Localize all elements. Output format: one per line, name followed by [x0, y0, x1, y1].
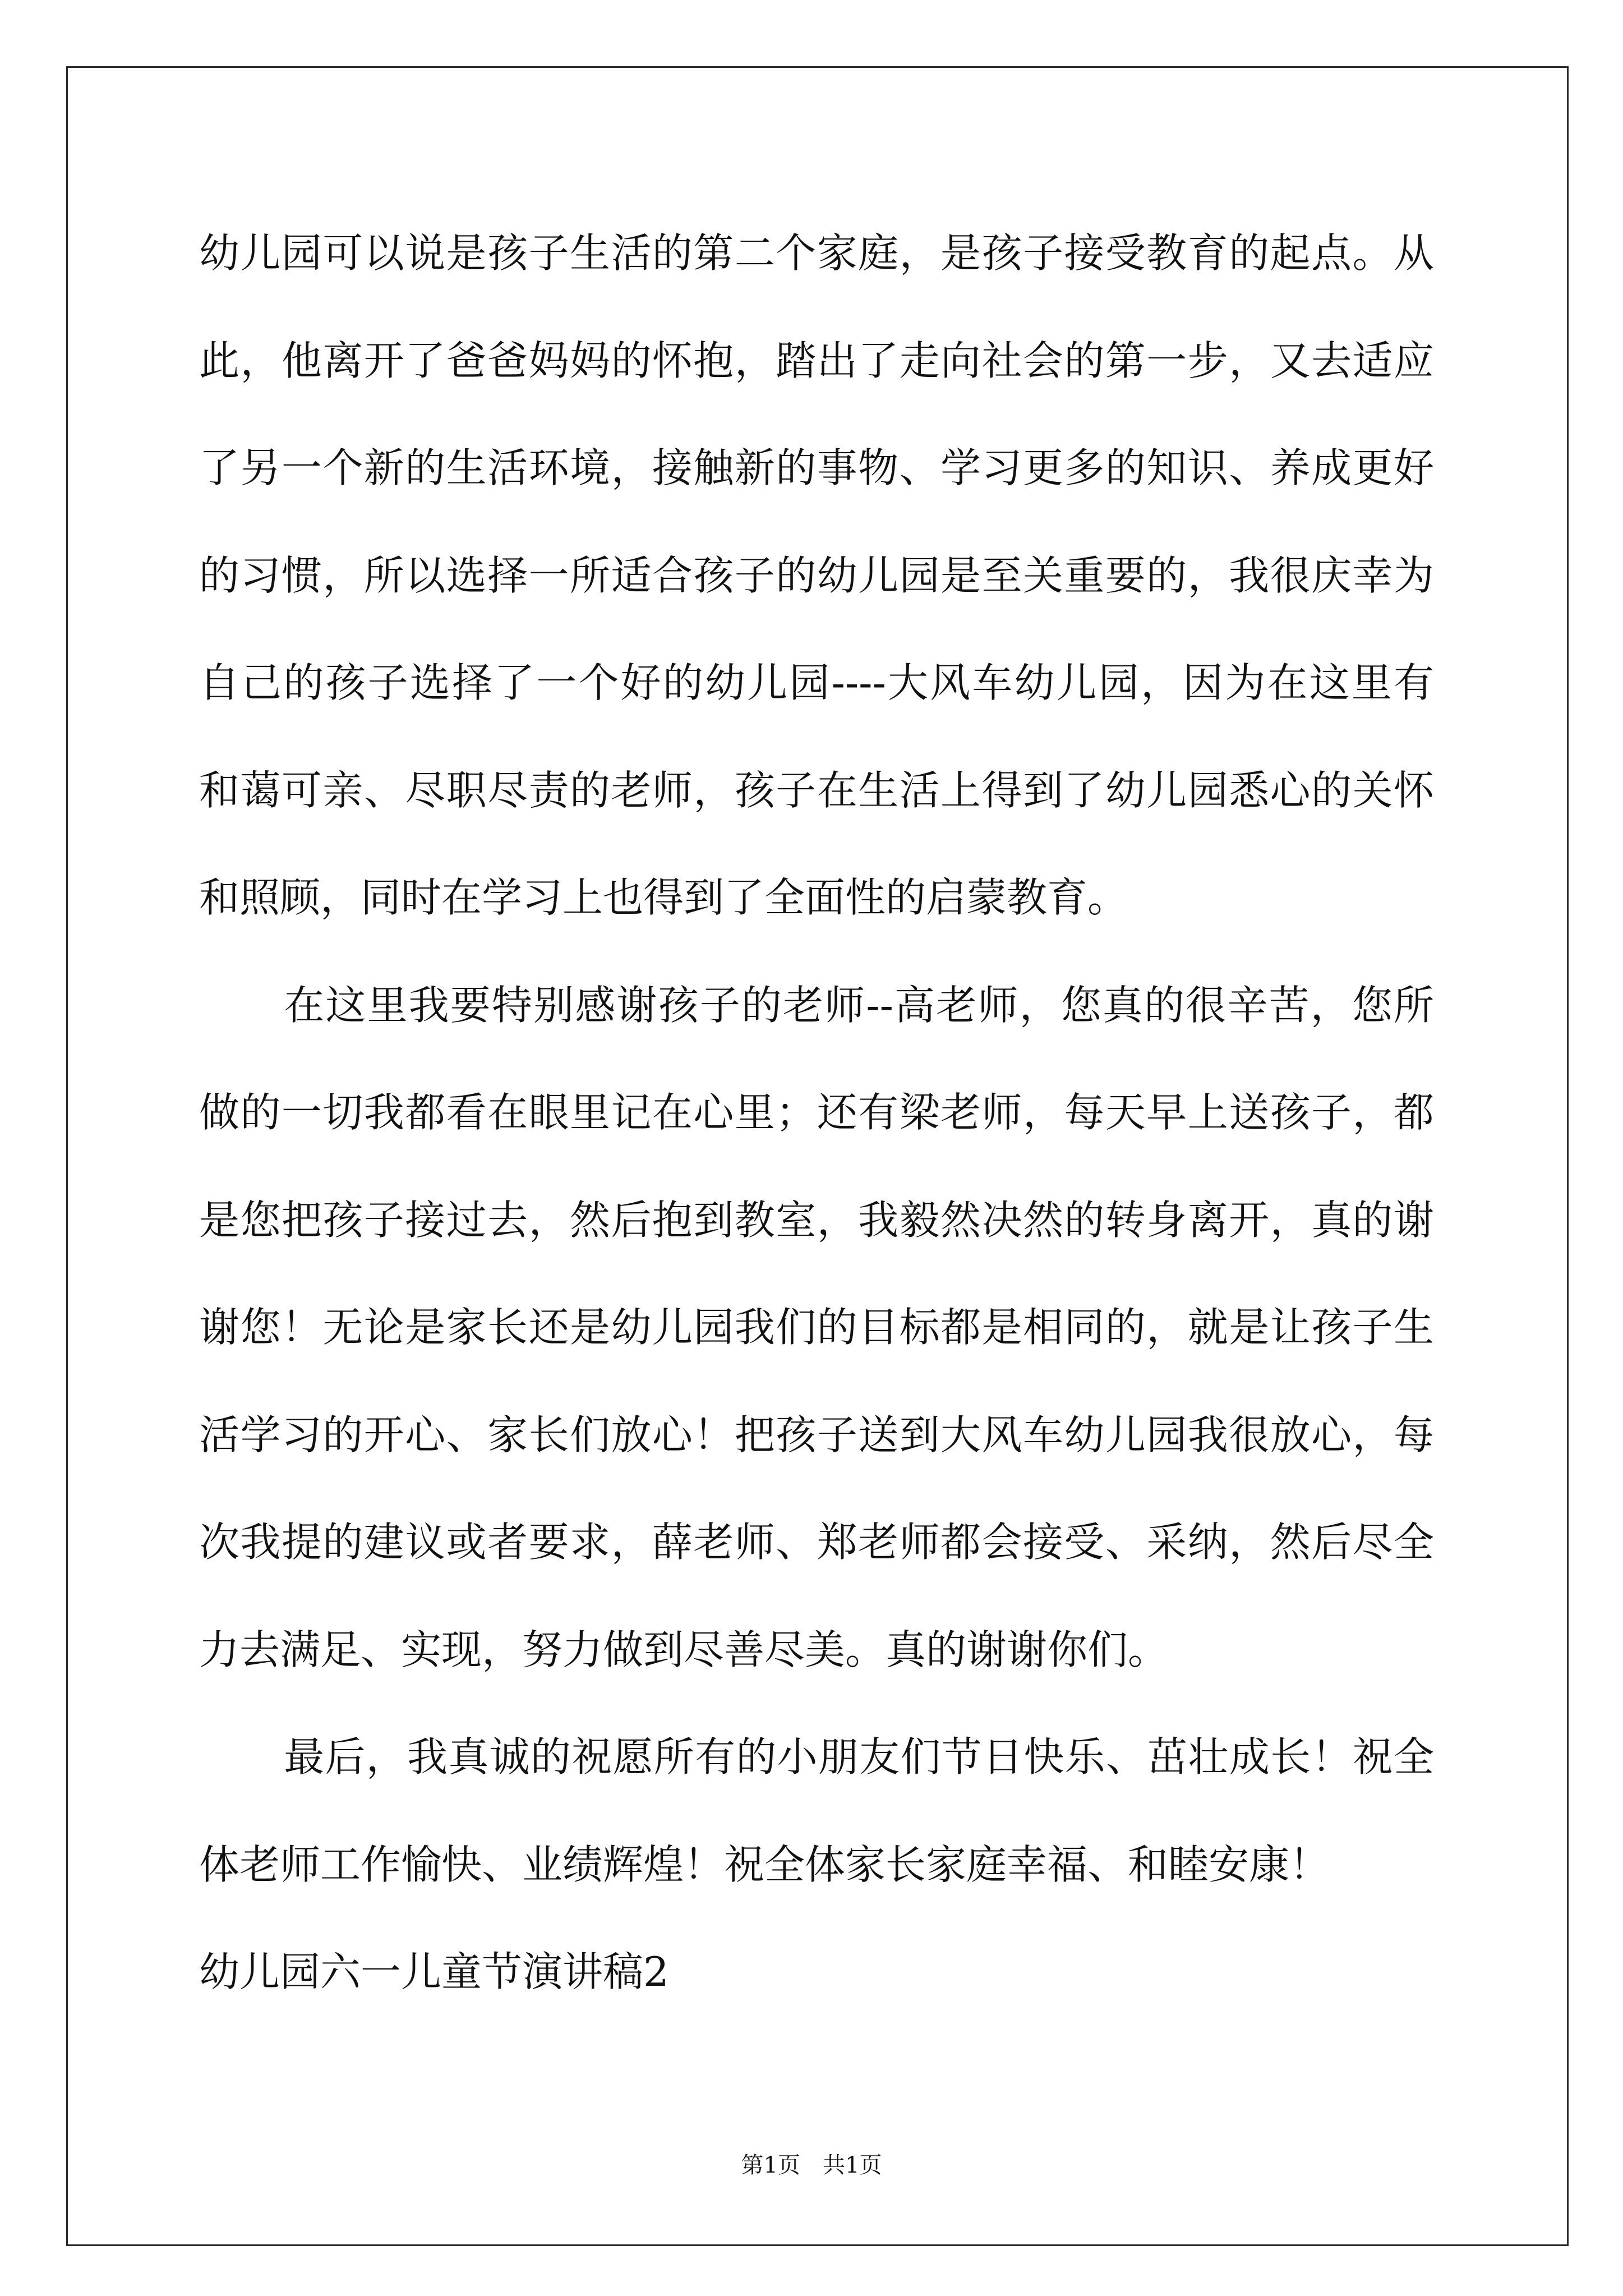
- text-line: 是您把孩子接过去，然后抱到教室，我毅然决然的转身离开，真的谢: [199, 1196, 1434, 1244]
- text-line: 力去满足、实现，努力做到尽善尽美。真的谢谢你们。: [199, 1626, 1169, 1673]
- paragraph-2: [199, 952, 1434, 1704]
- text-line: 和蔼可亲、尽职尽责的老师，孩子在生活上得到了幼儿园悉心的关怀: [199, 766, 1434, 814]
- document-body: [199, 200, 1434, 2026]
- text-line: 的习惯，所以选择一所适合孩子的幼儿园是至关重要的，我很庆幸为: [199, 551, 1434, 599]
- text-line: 幼儿园可以说是孩子生活的第二个家庭，是孩子接受教育的起点。从: [199, 229, 1434, 277]
- text-line: 活学习的开心、家长们放心！把孩子送到大风车幼儿园我很放心，每: [199, 1411, 1434, 1458]
- text-line: 此，他离开了爸爸妈妈的怀抱，踏出了走向社会的第一步，又去适应: [199, 337, 1434, 384]
- text-line: 和照顾，同时在学习上也得到了全面性的启蒙教育。: [199, 874, 1128, 921]
- text-line: 次我提的建议或者要求，薛老师、郑老师都会接受、采纳，然后尽全: [199, 1519, 1434, 1566]
- text-line: 在这里我要特别感谢孩子的老师--高老师，您真的很辛苦，您所: [284, 981, 1434, 1029]
- text-line: 最后，我真诚的祝愿所有的小朋友们节日快乐、茁壮成长！祝全: [284, 1733, 1434, 1780]
- section-heading: 幼儿园六一儿童节演讲稿2: [199, 1948, 669, 1995]
- paragraph-1: [199, 200, 1434, 952]
- text-line: 自己的孩子选择了一个好的幼儿园----大风车幼儿园，因为在这里有: [199, 659, 1434, 706]
- paragraph-3: [199, 1704, 1434, 1918]
- text-line: 了另一个新的生活环境，接触新的事物、学习更多的知识、养成更好: [199, 444, 1434, 491]
- text-line: 体老师工作愉快、业绩辉煌！祝全体家长家庭幸福、和睦安康！: [199, 1841, 1330, 1888]
- page-number-footer: 第1页 共1页: [741, 2152, 882, 2178]
- text-line: 做的一切我都看在眼里记在心里；还有梁老师，每天早上送孩子，都: [199, 1089, 1434, 1136]
- text-line: 谢您！无论是家长还是幼儿园我们的目标都是相同的，就是让孩子生: [199, 1304, 1434, 1351]
